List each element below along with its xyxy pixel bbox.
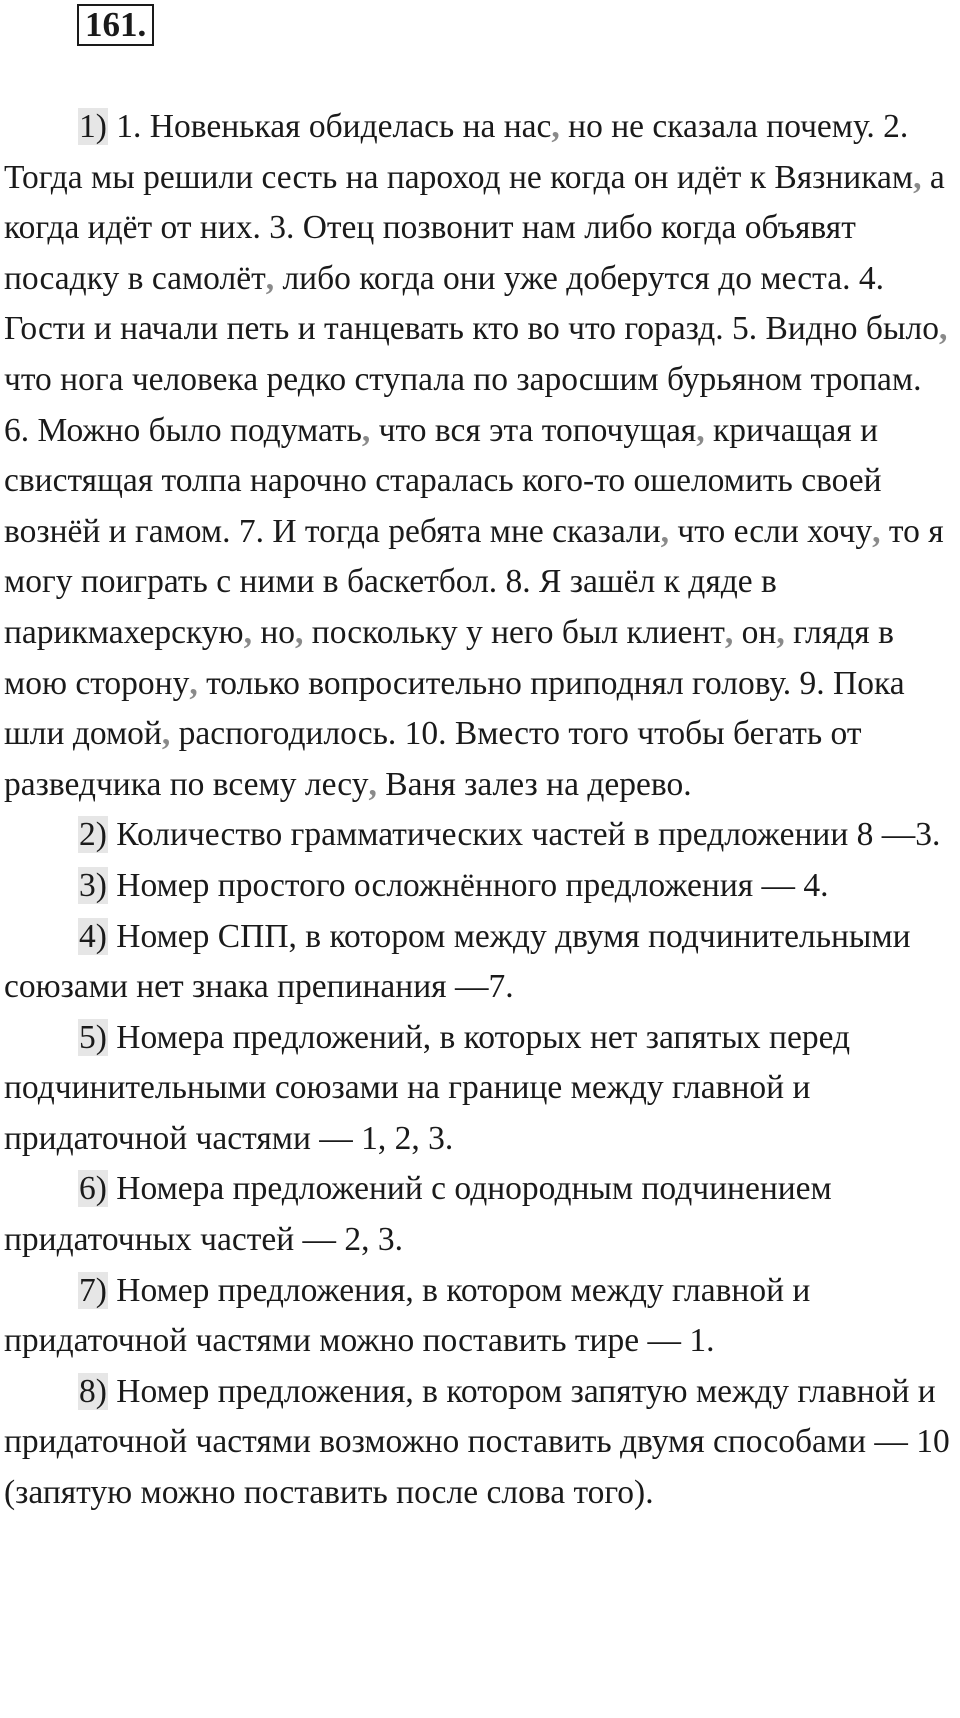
text-segment: он [733,613,777,651]
punctuation-comma: , [161,715,171,753]
answer-marker: 4) [79,917,107,955]
text-segment: распогодилось. 10. Вместо того чтобы бегать от разведчика по всему лесу [4,715,862,803]
answer-8 [4,1367,954,1519]
punctuation-comma: , [243,613,252,651]
answer-2 [4,810,954,861]
answer-1 [4,102,954,810]
punctuation-comma: , [189,664,198,702]
punctuation-comma: , [265,259,275,297]
punctuation-comma: , [938,310,948,348]
text-segment: Ваня залез на дерево. [376,765,692,803]
answer-marker: 7) [79,1271,107,1309]
exercise-number [77,4,154,46]
answer-text: Номера предложений, в которых нет запятых перед подчинительными союзами на границе между главной и придаточной частями — 1, 2, 3. [4,1018,851,1157]
punctuation-comma: , [361,411,371,449]
exercise-number-box [77,4,154,46]
text-segment: но не сказала почему. 2. Тогда мы решили сесть на пароход не когда он идёт к Вязникам [4,108,914,196]
punctuation-comma: , [295,613,304,651]
answer-text: Количество грамматических частей в предложении 8 —3. [107,816,941,854]
punctuation-comma: , [724,613,734,651]
text-segment: то я могу поиграть с ними в баскетбол. 8. Я зашёл к дяде в парикмахерскую [4,512,944,651]
answer-text: Номер предложения, в котором между главной и придаточной частями можно поставить тире — 1. [4,1271,811,1360]
text-segment: а когда идёт от них. 3. Отец позвонит нам либо когда объявят посадку в самолёт [4,158,945,297]
punctuation-comma: , [776,613,785,651]
punctuation-comma: , [913,158,922,196]
answer-5 [4,1013,954,1165]
answer-3 [4,861,954,912]
text-segment: что если хочу [669,512,873,550]
punctuation-comma: , [696,411,705,449]
text-segment: кричащая и свистящая толпа нарочно старалась кого-то ошеломить своей вознёй и гамом. 7. И тогда ребята мне сказали [4,411,882,550]
text-segment: только вопросительно приподнял голову. 9. Пока шли домой [4,664,905,753]
answer-7 [4,1266,954,1367]
punctuation-comma: , [368,765,377,803]
answer-text: Номер простого осложнённого предложения — 4. [107,866,829,904]
exercise-number-value: 161 [85,5,138,44]
punctuation-comma: , [551,108,560,145]
text-segment: либо когда они уже доберутся до места. 4. Гости и начали петь и танцевать кто во что горазд. 5. Видно было [4,259,939,348]
text-segment: что нога человека редко ступала по заросшим бурьяном тропам. 6. Можно было подумать [4,360,922,449]
answer-4 [4,912,954,1013]
answer-marker: 6) [79,1170,107,1208]
text-segment: поскольку у него был клиент [303,613,725,651]
answer-text: Номер СПП, в котором между двумя подчинительными союзами нет знака препинания —7. [4,917,911,1006]
text-segment: глядя в мою сторону [4,613,894,702]
answer-text: Номер предложения, в котором запятую между главной и придаточной частями возможно поставить двумя способами — 10 (запятую можно поставить после слова того). [4,1372,950,1512]
answer-text: Номера предложений с однородным подчинением придаточных частей — 2, 3. [4,1170,832,1259]
answer-marker: 8) [79,1372,107,1410]
answer-marker: 3) [79,866,107,904]
text-segment: 1. Новенькая обиделась на нас [107,108,552,145]
answer-marker: 1) [79,108,107,145]
punctuation-comma: , [872,512,881,550]
text-segment: что вся эта топочущая [370,411,697,449]
punctuation-comma: , [660,512,670,550]
exercise-number-dot: . [137,5,147,44]
answer-marker: 2) [79,816,107,854]
answer-content [4,102,954,1519]
answer-6 [4,1164,954,1265]
text-segment: но [251,613,296,651]
answer-marker: 5) [79,1018,107,1056]
